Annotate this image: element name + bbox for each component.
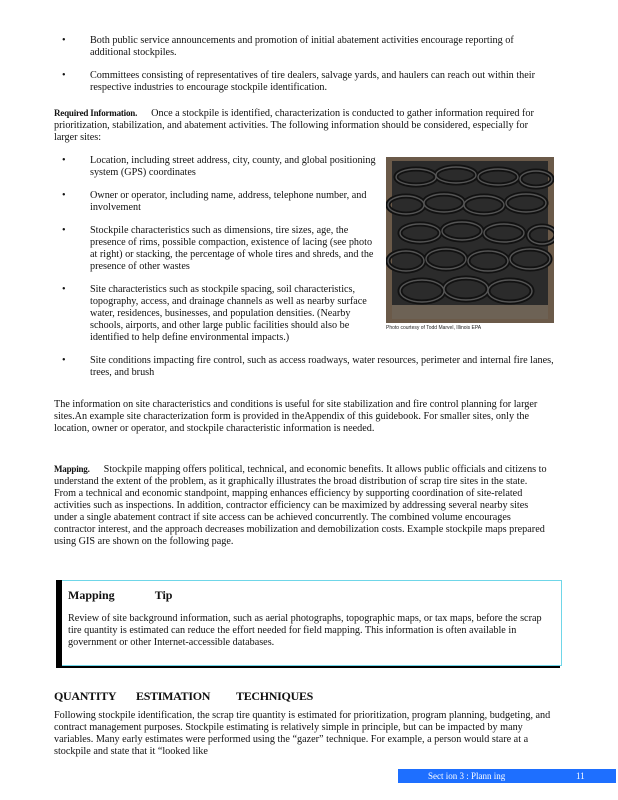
mapping-tip-title: Mapping Tip <box>68 588 173 602</box>
list-item: • Site conditions impacting fire control, such as access roadways, water resources, perimeter and internal fire lanes, trees, and brush <box>62 355 554 378</box>
list-item: • Location, including street address, city, county, and global positioning system (GPS) coordinates <box>62 155 376 178</box>
mapping-tip-text: Review of site background information, such as aerial photographs, topographic maps, or tax maps, before the scrap tire quantity is estimated can reduce the effort needed for field mapping. This information is often available in government or other Internet-accessible databases. <box>68 613 542 648</box>
tip-box-accent-bar <box>56 580 62 668</box>
footer-page-number: 11 <box>576 771 585 781</box>
required-information-paragraph: Required Information. Once a stockpile is identified, characterization is conducted to gather information required for prioritization, stabilization, and abatement activities. The following information should be considered, especially for larger sites: <box>54 108 534 143</box>
list-item: • Owner or operator, including name, address, telephone number, and involvement <box>62 190 367 213</box>
page-footer <box>398 769 616 783</box>
list-item: • Committees consisting of representatives of tire dealers, salvage yards, and haulers can reach out within their respective industries to encourage stockpile identification. <box>62 70 535 93</box>
footer-section-label: Sect ion 3 : Plann ing <box>428 771 506 781</box>
quantity-estimation-paragraph: Following stockpile identification, the scrap tire quantity is estimated for prioritization, program planning, budgeting, and contract management purposes. Stockpile estimating is relatively simple in principle, but can be impacted by many variables. Many early estimates were performed using the “gazer” technique. For example, a person would stare at a stockpile and state that it “looked like <box>54 710 551 757</box>
photo-credit: Photo courtesy of Todd Marvel, Illinois EPA <box>386 325 482 331</box>
required-information-label: Required Information. <box>54 108 138 118</box>
list-item: • Both public service announcements and promotion of initial abatement activities encourage reporting of additional stockpiles. <box>62 35 514 58</box>
list-item: • Site characteristics such as stockpile spacing, soil characteristics, topography, access, and drainage channels as well as nearby surface water, residences, businesses, and population densities. (Nearby schools, airports, and other large public facilities should also be identified to help define environmental impacts.) <box>62 284 367 343</box>
section-heading: QUANTITY ESTIMATION TECHNIQUES <box>54 689 314 703</box>
site-information-paragraph: The information on site characteristics and conditions is useful for site stabilization and fire control planning for larger sites.An example site characterization form is provided in theAppendix of this guidebook. For smaller sites, only the location, owner or operator, and stockpile characteristic information is needed. <box>54 399 538 434</box>
site-info-bullet-list <box>54 155 554 390</box>
mapping-label: Mapping. <box>54 464 90 474</box>
list-item: • Stockpile characteristics such as dimensions, tire sizes, age, the presence of rims, possible compaction, existence of lacing (see photo at right) or stacking, the percentage of whole tires and shreds, and the presence of other wastes <box>62 225 374 272</box>
top-bullet-list <box>54 35 550 105</box>
mapping-paragraph: Mapping. Stockpile mapping offers political, technical, and economic benefits. It allows public officials and citizens to understand the extent of the problem, as it graphically illustrates the broad distribution of scrap tire sites in the state. From a technical and economic standpoint, mapping enhances efficiency by supporting coordination of site-related activities such as inspections. In addition, contractor efficiency can be maximized by addressing several nearby sites under a single abatement contract if site access can be achieved concurrently. The combined volume encourages contractor interest, and the approach decreases mobilization and demobilization costs. Example stockpile maps prepared using GIS are shown on the following page. <box>54 464 547 547</box>
